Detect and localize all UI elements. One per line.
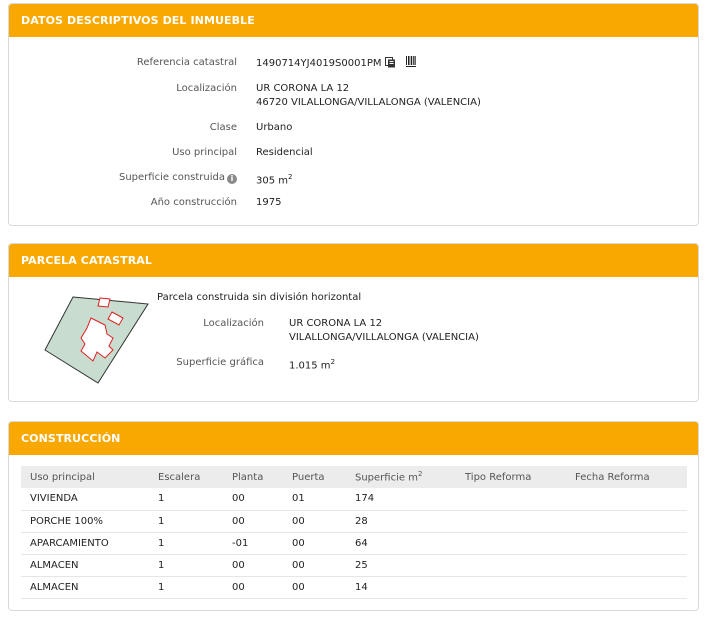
column-header <box>346 466 456 488</box>
table-cell: 00 <box>283 576 346 598</box>
localizacion-value <box>256 82 481 110</box>
table-cell: 25 <box>346 554 456 576</box>
copy-icon[interactable] <box>385 57 396 68</box>
parcela-localizacion-label: Localización <box>203 318 264 329</box>
table-row <box>21 576 687 598</box>
table-cell: 28 <box>346 510 456 532</box>
table-cell: APARCAMIENTO <box>21 532 149 554</box>
column-header: Uso principal <box>21 466 149 488</box>
clase-value: Urbano <box>256 122 293 133</box>
superficie-unit-exp: 2 <box>288 173 293 181</box>
table-row <box>21 510 687 532</box>
inmueble-panel-title: DATOS DESCRIPTIVOS DEL INMUEBLE <box>9 4 698 37</box>
table-cell <box>566 510 687 532</box>
referencia-value-row <box>256 56 416 71</box>
superficie-grafica-value <box>289 355 335 373</box>
construccion-table <box>21 466 687 599</box>
superficie-construida-label: Superficie construida <box>119 172 225 183</box>
table-cell: 00 <box>223 554 283 576</box>
table-cell <box>456 532 566 554</box>
parcel-map[interactable] <box>43 294 153 386</box>
superficie-grafica-number: 1.015 m <box>289 360 331 372</box>
barcode-icon[interactable] <box>406 56 416 67</box>
parcela-localizacion-line2: VILALLONGA/VILLALONGA (VALENCIA) <box>289 332 479 343</box>
table-cell: 00 <box>283 554 346 576</box>
table-cell: 00 <box>283 510 346 532</box>
table-cell: 00 <box>223 510 283 532</box>
table-cell: 00 <box>223 488 283 510</box>
uso-principal-label: Uso principal <box>172 147 237 158</box>
superficie-grafica-label: Superficie gráfica <box>176 357 264 368</box>
table-cell <box>566 488 687 510</box>
referencia-label: Referencia catastral <box>136 57 237 68</box>
superficie-grafica-unit-exp: 2 <box>330 358 336 366</box>
building-shape <box>98 298 110 307</box>
table-cell: 1 <box>149 488 223 510</box>
table-header-row <box>21 466 687 488</box>
superficie-header-text: Superficie m <box>355 472 418 484</box>
table-row <box>21 554 687 576</box>
table-cell: PORCHE 100% <box>21 510 149 532</box>
uso-principal-value: Residencial <box>256 147 313 158</box>
table-row <box>21 488 687 510</box>
table-cell <box>456 554 566 576</box>
table-cell: ALMACEN <box>21 554 149 576</box>
info-icon[interactable]: i <box>227 174 237 184</box>
table-cell: 01 <box>283 488 346 510</box>
localizacion-line1: UR CORONA LA 12 <box>256 83 350 94</box>
table-cell: 1 <box>149 532 223 554</box>
table-cell: 1 <box>149 576 223 598</box>
table-cell: ALMACEN <box>21 576 149 598</box>
table-row <box>21 532 687 554</box>
table-cell: 1 <box>149 554 223 576</box>
column-header: Puerta <box>283 466 346 488</box>
superficie-construida-row-label <box>119 172 237 184</box>
ano-construccion-label: Año construcción <box>150 197 237 208</box>
inmueble-panel <box>8 3 699 226</box>
ano-construccion-value: 1975 <box>256 197 282 208</box>
table-cell <box>566 554 687 576</box>
table-cell: 00 <box>223 576 283 598</box>
superficie-header-exp: 2 <box>417 470 423 479</box>
table-cell <box>456 488 566 510</box>
table-cell: 174 <box>346 488 456 510</box>
construccion-panel-title: CONSTRUCCIÓN <box>9 422 698 455</box>
construccion-panel <box>8 421 699 611</box>
parcela-panel <box>8 243 699 402</box>
table-cell: -01 <box>223 532 283 554</box>
clase-label: Clase <box>209 122 237 133</box>
referencia-value: 1490714YJ4019S0001PM <box>256 58 382 69</box>
table-cell: VIVIENDA <box>21 488 149 510</box>
superficie-construida-number: 305 m <box>256 175 289 187</box>
table-cell: 64 <box>346 532 456 554</box>
table-cell: 00 <box>283 532 346 554</box>
superficie-construida-value <box>256 170 292 188</box>
parcela-tipo: Parcela construida sin división horizontal <box>157 292 362 303</box>
table-cell: 14 <box>346 576 456 598</box>
table-cell: 1 <box>149 510 223 532</box>
column-header: Escalera <box>149 466 223 488</box>
column-header: Planta <box>223 466 283 488</box>
table-cell <box>456 576 566 598</box>
column-header: Fecha Reforma <box>566 466 687 488</box>
table-cell <box>566 576 687 598</box>
table-cell <box>566 532 687 554</box>
parcela-panel-title: PARCELA CATASTRAL <box>9 244 698 277</box>
column-header: Tipo Reforma <box>456 466 566 488</box>
localizacion-line2: 46720 VILALLONGA/VILLALONGA (VALENCIA) <box>256 97 481 108</box>
parcela-localizacion-value <box>289 317 479 345</box>
localizacion-label: Localización <box>176 83 237 94</box>
table-cell <box>456 510 566 532</box>
parcela-localizacion-line1: UR CORONA LA 12 <box>289 318 383 329</box>
